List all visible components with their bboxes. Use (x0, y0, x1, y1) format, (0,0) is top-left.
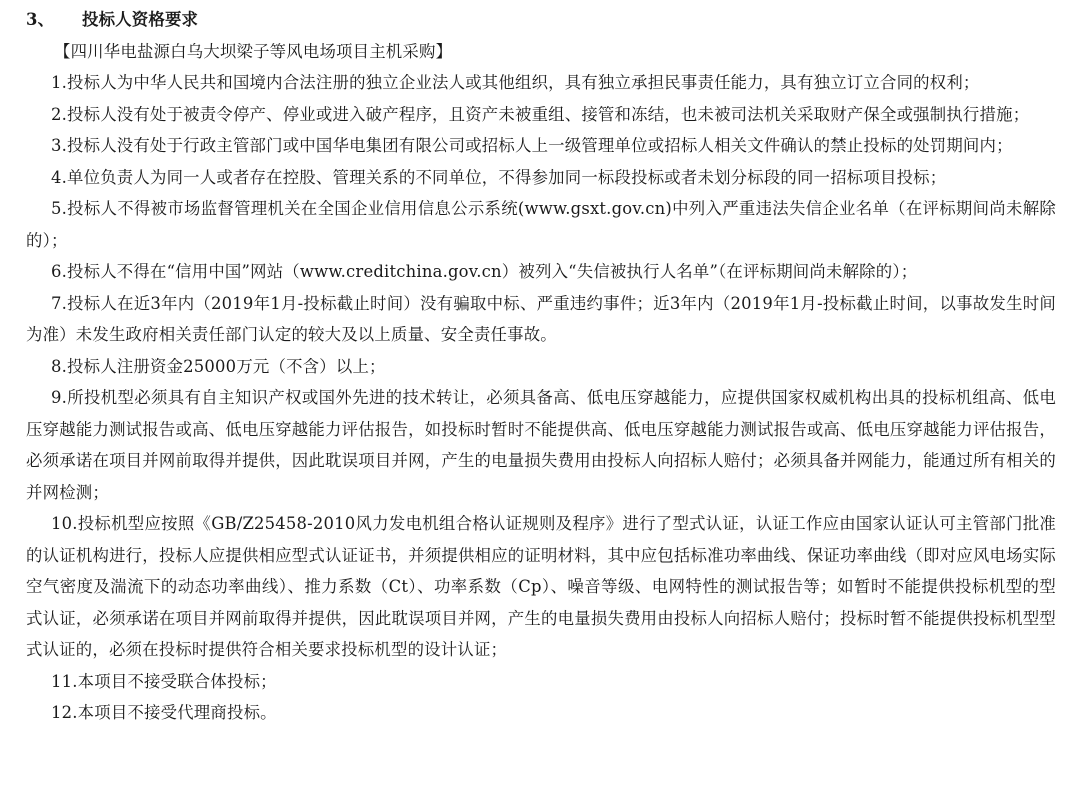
clause-4: 4.单位负责人为同一人或者存在控股、管理关系的不同单位，不得参加同一标段投标或者未划分标段的同一招标项目投标； (51, 167, 947, 187)
clause-8: 8.投标人注册资金25000万元（不含）以上； (51, 356, 386, 376)
clause-7: 7.投标人在近3年内（2019年1月-投标截止时间）没有骗取中标、严重违约事件；近3年内（2019年1月-投标截止时间，以事故发生时间为准）未发生政府相关责任部门认定的较大及以上质量、安全责任事故。 (26, 293, 1056, 344)
clause-12: 12.本项目不接受代理商投标。 (51, 703, 277, 722)
section-heading (26, 4, 1056, 36)
clause-1: 1.投标人为中华人民共和国境内合法注册的独立企业法人或其他组织，具有独立承担民事责任能力，具有独立订立合同的权利； (51, 73, 980, 92)
clause-3: 3.投标人没有处于行政主管部门或中国华电集团有限公司或招标人上一级管理单位或招标人相关文件确认的禁止投标的处罚期间内； (51, 136, 1013, 155)
clause-10: 10.投标机型应按照《GB/Z25458-2010风力发电机组合格认证规则及程序》进行了型式认证，认证工作应由国家认证认可主管部门批准的认证机构进行，投标人应提供相应型式认证证书，并须提供相应的证明材料，其中应包括标准功率曲线、保证功率曲线（即对应风电场实际空气密度及湍流下的动态功率曲线）、推力系数（Ct）、功率系数（Cp）、噪音等级、电网特性的测试报告等；如暂时不能提供投标机型的型式认证，必须承诺在项目并网前取得并提供，因此耽误项目并网，产生的电量损失费用由投标人向招标人赔付；投标时暂不能提供投标机型型式认证的，必须在投标时提供符合相关要求投标机型的设计认证； (26, 514, 1056, 659)
document-body (26, 4, 1056, 729)
clause-11: 11.本项目不接受联合体投标； (51, 671, 277, 691)
section-title: 投标人资格要求 (82, 10, 199, 29)
clause-5: 5.投标人不得被市场监督管理机关在全国企业信用信息公示系统(www.gsxt.gov.cn)中列入严重违法失信企业名单（在评标期间尚未解除的）； (26, 199, 1056, 250)
project-title: 【四川华电盐源白乌大坝梁子等风电场项目主机采购】 (54, 41, 453, 61)
section-number: 3、 (26, 10, 55, 29)
clause-6: 6.投标人不得在“信用中国”网站（www.creditchina.gov.cn）被列入“失信被执行人名单”（在评标期间尚未解除的）； (51, 262, 918, 281)
clause-9: 9.所投机型必须具有自主知识产权或国外先进的技术转让，必须具备高、低电压穿越能力，应提供国家权威机构出具的投标机组高、低电压穿越能力测试报告或高、低电压穿越能力评估报告，如投标时暂时不能提供高、低电压穿越能力测试报告或高、低电压穿越能力评估报告，必须承诺在项目并网前取得并提供，因此耽误项目并网，产生的电量损失费用由投标人向招标人赔付；必须具备并网能力，能通过所有相关的并网检测； (26, 388, 1056, 502)
clause-2: 2.投标人没有处于被责令停产、停业或进入破产程序，且资产未被重组、接管和冻结，也未被司法机关采取财产保全或强制执行措施； (51, 104, 1030, 124)
